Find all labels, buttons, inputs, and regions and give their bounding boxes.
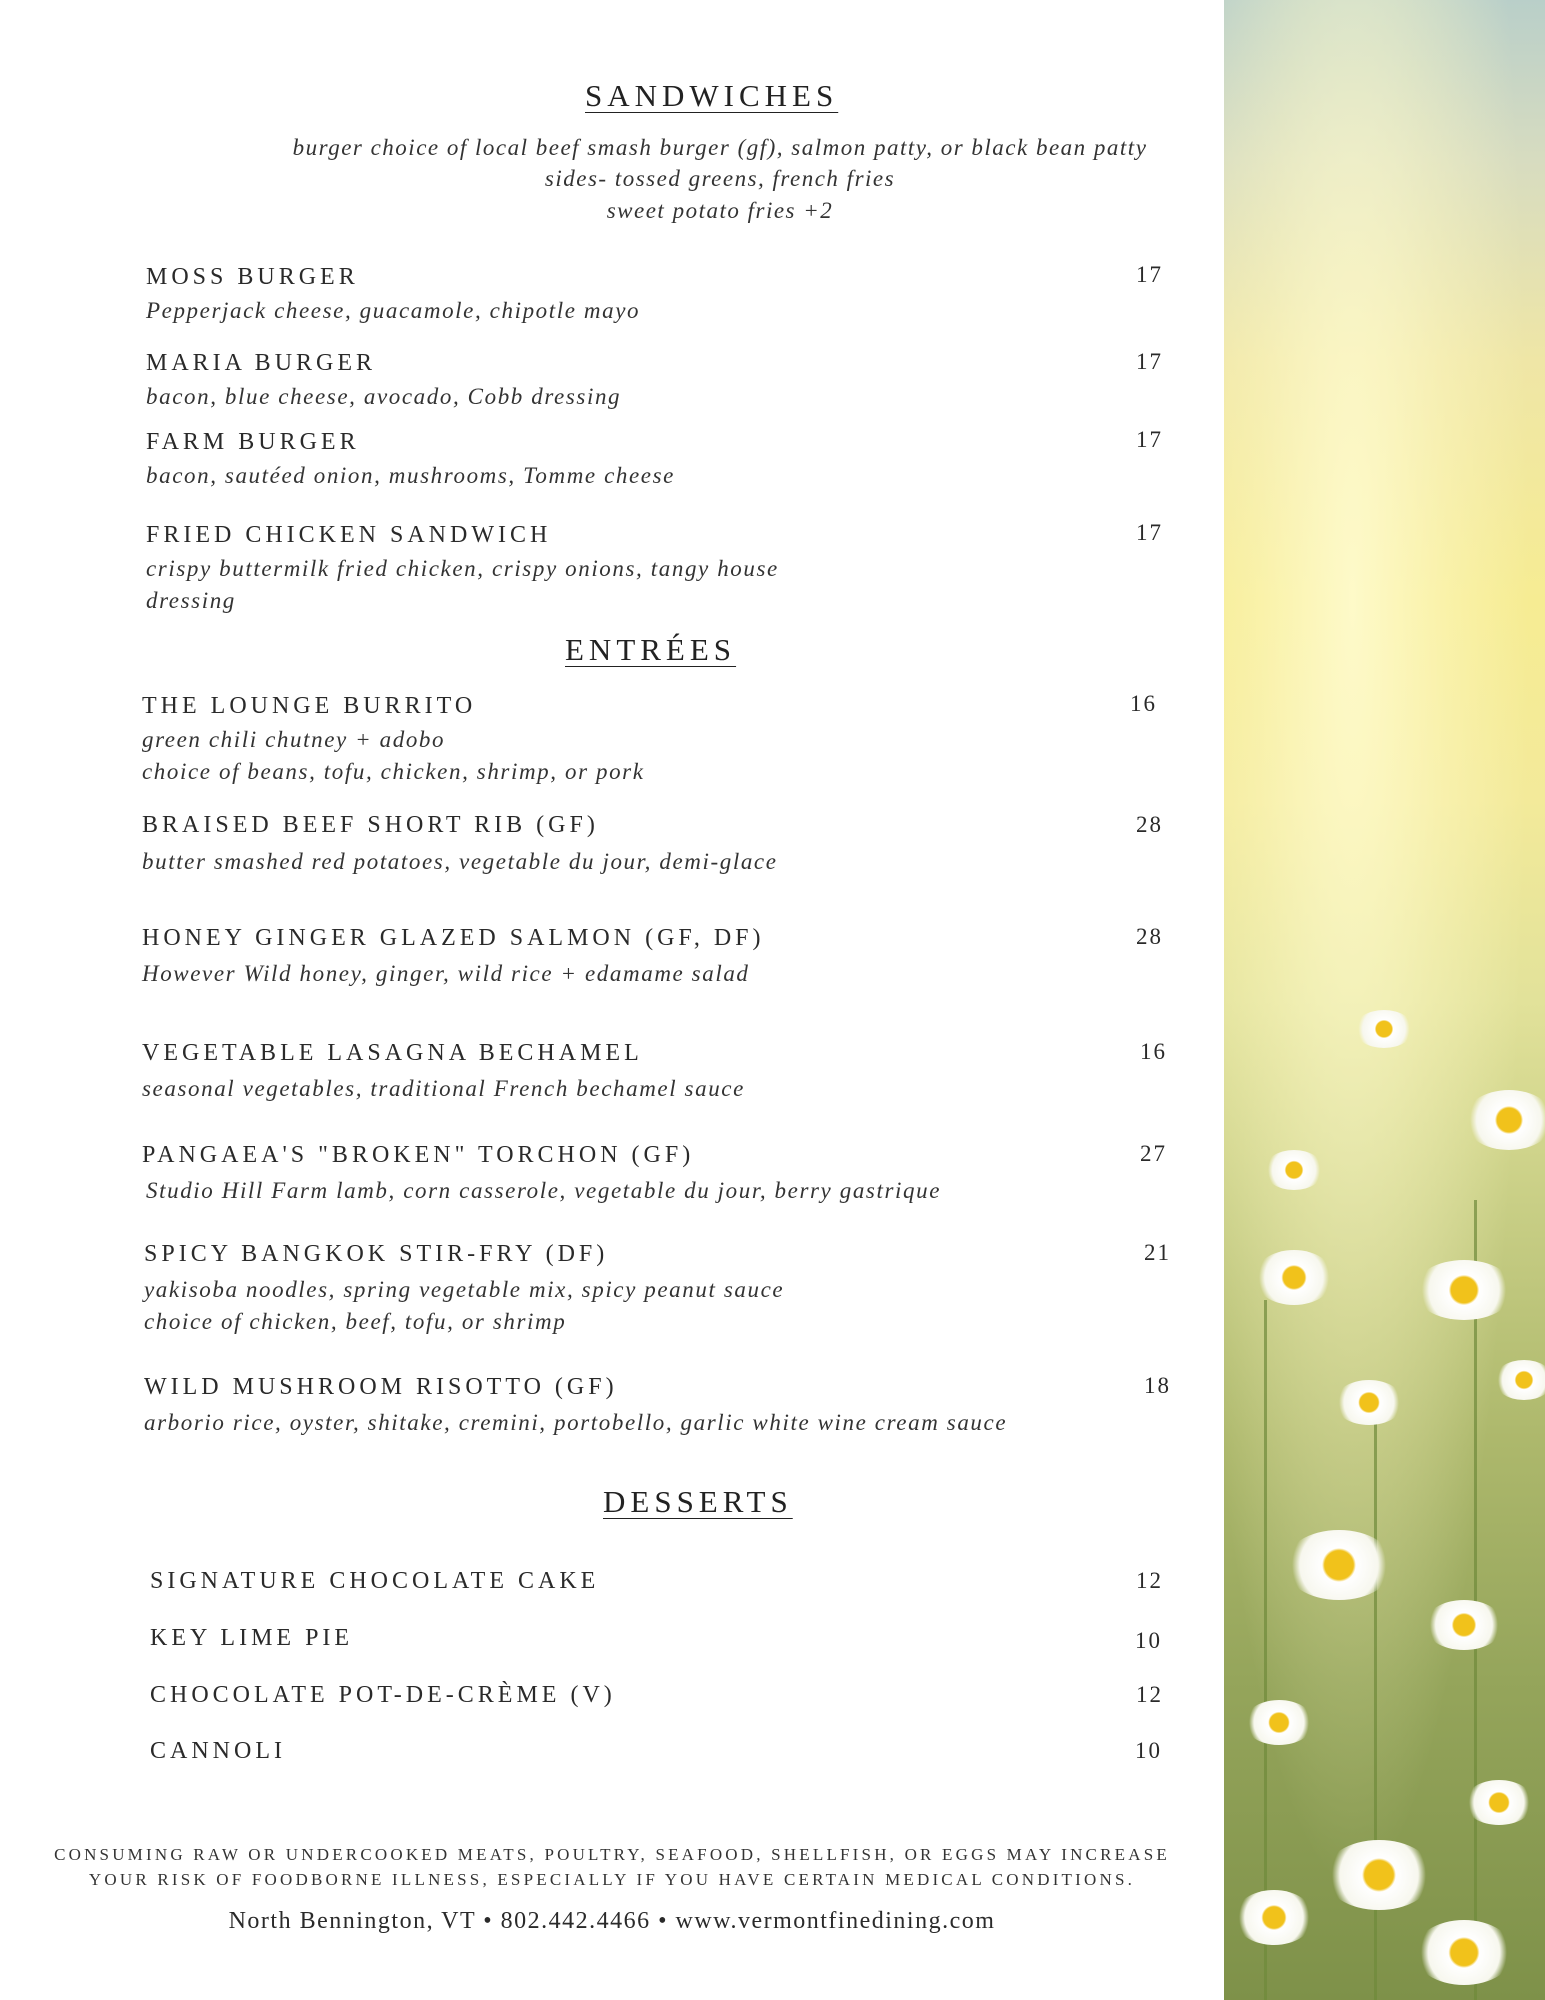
item-description: butter smashed red potatoes, vegetable du jour, demi-glace	[142, 849, 778, 874]
item-description: green chili chutney + adobo	[142, 727, 446, 752]
item-description: seasonal vegetables, traditional French bechamel sauce	[142, 1076, 745, 1101]
item-price: 27	[1140, 1141, 1167, 1166]
item-name: MOSS BURGER	[146, 264, 359, 290]
item-price: 10	[1135, 1738, 1162, 1763]
sides-note: sides- tossed greens, french fries	[544, 166, 896, 191]
entrees-heading: ENTRÉES	[565, 632, 737, 667]
daisy-flower	[1424, 1600, 1504, 1650]
item-price: 16	[1140, 1039, 1167, 1064]
stem	[1374, 1420, 1377, 2000]
item-price: 12	[1136, 1568, 1163, 1593]
item-description-line2: choice of beans, tofu, chicken, shrimp, or pork	[142, 759, 645, 784]
burger-choice-note: burger choice of local beef smash burger (gf), salmon patty, or black bean patty	[292, 135, 1148, 160]
item-name: BRAISED BEEF SHORT RIB (GF)	[142, 812, 599, 838]
item-name: CHOCOLATE POT-DE-CRÈME (V)	[150, 1682, 616, 1708]
item-name: PANGAEA'S "BROKEN" TORCHON (GF)	[142, 1142, 695, 1168]
daisy-flower	[1334, 1380, 1404, 1425]
daisy-flower	[1414, 1920, 1514, 1985]
item-name: MARIA BURGER	[146, 350, 377, 376]
item-name: KEY LIME PIE	[150, 1625, 354, 1651]
daisy-flower	[1464, 1780, 1534, 1825]
item-name: THE LOUNGE BURRITO	[142, 693, 477, 719]
item-name: CANNOLI	[150, 1738, 286, 1764]
item-description: Studio Hill Farm lamb, corn casserole, vegetable du jour, berry gastrique	[146, 1178, 942, 1203]
sweet-potato-note: sweet potato fries +2	[606, 198, 834, 223]
item-name: FARM BURGER	[146, 429, 360, 455]
daisy-field-photo	[1224, 0, 1545, 2000]
daisy-flower	[1284, 1530, 1394, 1600]
daisy-flower	[1354, 1010, 1414, 1048]
daisy-flower	[1234, 1890, 1314, 1945]
item-description-line2: dressing	[146, 588, 236, 613]
item-description: bacon, blue cheese, avocado, Cobb dressing	[146, 384, 622, 409]
item-description-line2: choice of chicken, beef, tofu, or shrimp	[144, 1309, 567, 1334]
item-price: 17	[1136, 262, 1163, 287]
item-description: arborio rice, oyster, shitake, cremini, portobello, garlic white wine cream sauce	[144, 1410, 1008, 1435]
item-price: 12	[1136, 1682, 1163, 1707]
item-price: 17	[1136, 520, 1163, 545]
daisy-flower	[1254, 1250, 1334, 1305]
item-price: 10	[1135, 1628, 1162, 1653]
item-description: bacon, sautéed onion, mushrooms, Tomme cheese	[146, 463, 675, 488]
item-price: 17	[1136, 427, 1163, 452]
item-price: 18	[1144, 1373, 1171, 1398]
food-safety-warning: CONSUMING RAW OR UNDERCOOKED MEATS, POULTRY, SEAFOOD, SHELLFISH, OR EGGS MAY INCREASE	[54, 1845, 1170, 1864]
sandwiches-heading: SANDWICHES	[585, 78, 839, 113]
item-price: 17	[1136, 349, 1163, 374]
item-name: VEGETABLE LASAGNA BECHAMEL	[142, 1040, 643, 1066]
item-description: Pepperjack cheese, guacamole, chipotle mayo	[146, 298, 641, 323]
daisy-flower	[1464, 1090, 1545, 1150]
item-name: SPICY BANGKOK STIR-FRY (DF)	[144, 1241, 609, 1267]
daisy-flower	[1264, 1150, 1324, 1190]
item-description: However Wild honey, ginger, wild rice + edamame salad	[142, 961, 750, 986]
item-description: crispy buttermilk fried chicken, crispy onions, tangy house	[146, 556, 779, 581]
food-safety-warning-line2: YOUR RISK OF FOODBORNE ILLNESS, ESPECIALLY IF YOU HAVE CERTAIN MEDICAL CONDITIONS.	[88, 1870, 1136, 1889]
daisy-flower	[1244, 1700, 1314, 1745]
daisy-flower	[1494, 1360, 1545, 1400]
item-price: 28	[1136, 812, 1163, 837]
daisy-flower	[1324, 1840, 1434, 1910]
item-description: yakisoba noodles, spring vegetable mix, spicy peanut sauce	[144, 1277, 785, 1302]
daisy-flower	[1414, 1260, 1514, 1320]
item-price: 21	[1144, 1240, 1171, 1265]
item-price: 28	[1136, 924, 1163, 949]
item-name: FRIED CHICKEN SANDWICH	[146, 522, 552, 548]
item-name: WILD MUSHROOM RISOTTO (GF)	[144, 1374, 618, 1400]
item-name: HONEY GINGER GLAZED SALMON (GF, DF)	[142, 925, 765, 951]
item-name: SIGNATURE CHOCOLATE CAKE	[150, 1568, 600, 1594]
contact-footer: North Bennington, VT • 802.442.4466 • www.vermontfinedining.com	[228, 1908, 996, 1934]
desserts-heading: DESSERTS	[603, 1484, 793, 1519]
item-price: 16	[1130, 691, 1157, 716]
